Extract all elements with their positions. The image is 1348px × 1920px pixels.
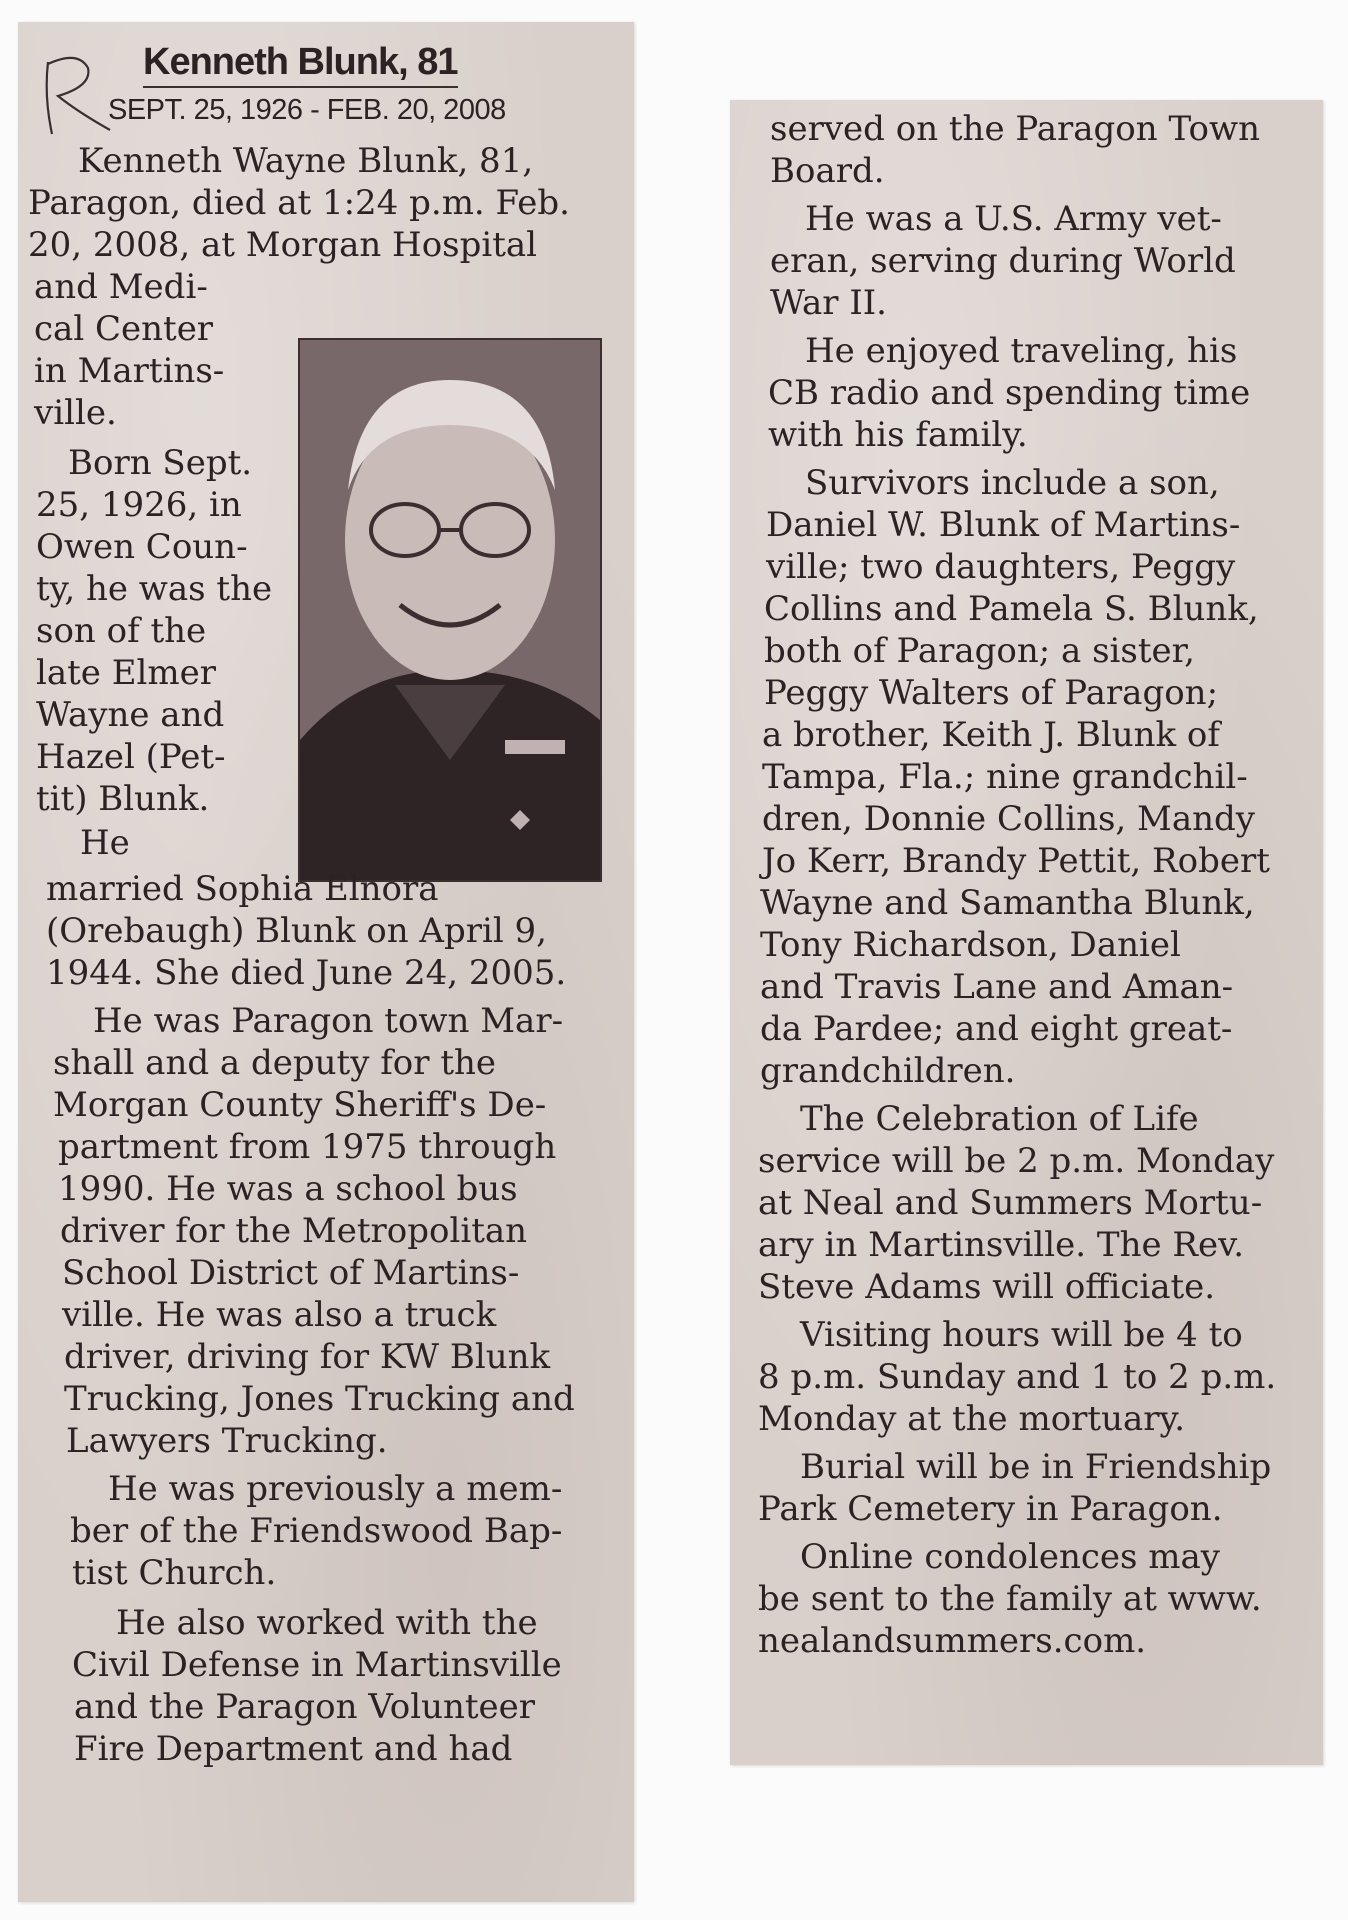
obituary-text-line: Hazel (Pet- <box>36 737 226 777</box>
obituary-text-line: grandchildren. <box>760 1051 1016 1091</box>
obituary-text-line: served on the Paragon Town <box>770 109 1260 149</box>
obituary-text-line: service will be 2 p.m. Monday <box>758 1141 1275 1181</box>
obituary-text-line: The Celebration of Life <box>800 1099 1199 1139</box>
obituary-text-line: Peggy Walters of Paragon; <box>764 673 1219 713</box>
obituary-text-line: 25, 1926, in <box>36 485 242 525</box>
obituary-text-line: ty, he was the <box>36 569 273 609</box>
obituary-text-line: Park Cemetery in Paragon. <box>758 1489 1223 1529</box>
obituary-text-line: at Neal and Summers Mortu- <box>758 1183 1263 1223</box>
obituary-text-line: 1990. He was a school bus <box>58 1169 518 1209</box>
obituary-text-line: ville. He was also a truck <box>62 1295 497 1335</box>
obituary-text-line: Daniel W. Blunk of Martins- <box>766 505 1241 545</box>
obituary-text-line: 8 p.m. Sunday and 1 to 2 p.m. <box>758 1357 1277 1397</box>
portrait-photo <box>298 338 602 882</box>
obituary-text-line: Morgan County Sheriff's De- <box>53 1085 547 1125</box>
obituary-text-line: dren, Donnie Collins, Mandy <box>762 799 1255 839</box>
obituary-text-line: War II. <box>770 283 887 323</box>
obituary-text-line: with his family. <box>768 415 1028 455</box>
obituary-text-line: ville; two daughters, Peggy <box>766 547 1236 587</box>
obituary-text-line: (Orebaugh) Blunk on April 9, <box>46 911 547 951</box>
obituary-dates: SEPT. 25, 1926 - FEB. 20, 2008 <box>108 94 506 126</box>
obituary-text-line: Fire Department and had <box>74 1729 513 1769</box>
obituary-text-line: shall and a deputy for the <box>53 1043 497 1083</box>
obituary-text-line: 20, 2008, at Morgan Hospital <box>28 225 538 265</box>
obituary-text-line: He was a U.S. Army vet- <box>805 199 1222 239</box>
obituary-text-line: tist Church. <box>72 1553 277 1593</box>
obituary-text-line: ville. <box>34 393 117 433</box>
obituary-text-line: da Pardee; and eight great- <box>760 1009 1233 1049</box>
obituary-text-line: in Martins- <box>34 351 225 391</box>
obituary-text-line: He <box>80 823 130 863</box>
obituary-text-line: Tampa, Fla.; nine grandchil- <box>762 757 1248 797</box>
obituary-text-line: Civil Defense in Martinsville <box>72 1645 562 1685</box>
obituary-text-line: Monday at the mortuary. <box>758 1399 1186 1439</box>
obituary-text-line: Wayne and <box>36 695 225 735</box>
obituary-text-line: Jo Kerr, Brandy Pettit, Robert <box>762 841 1270 881</box>
obituary-text-line: Born Sept. <box>68 443 253 483</box>
obituary-text-line: Lawyers Trucking. <box>66 1421 388 1461</box>
obituary-text-line: Visiting hours will be 4 to <box>800 1315 1243 1355</box>
obituary-text-line: driver for the Metropolitan <box>60 1211 528 1251</box>
obituary-text-line: Kenneth Wayne Blunk, 81, <box>78 141 534 181</box>
handwritten-r-mark-icon <box>18 42 113 142</box>
obituary-text-line: be sent to the family at www. <box>758 1579 1262 1619</box>
obituary-text-line: driver, driving for KW Blunk <box>64 1337 551 1377</box>
obituary-text-line: He enjoyed traveling, his <box>805 331 1238 371</box>
obituary-text-line: Collins and Pamela S. Blunk, <box>764 589 1259 629</box>
obituary-text-line: Steve Adams will officiate. <box>758 1267 1216 1307</box>
obituary-text-line: and the Paragon Volunteer <box>74 1687 536 1727</box>
obituary-text-line: tit) Blunk. <box>36 779 210 819</box>
obituary-text-line: ary in Martinsville. The Rev. <box>758 1225 1245 1265</box>
obituary-text-line: Paragon, died at 1:24 p.m. Feb. <box>28 183 570 223</box>
obituary-text-line: and Medi- <box>34 267 208 307</box>
obituary-text-line: Wayne and Samantha Blunk, <box>760 883 1255 923</box>
obituary-text-line: eran, serving during World <box>770 241 1236 281</box>
obituary-text-line: Burial will be in Friendship <box>800 1447 1272 1487</box>
obituary-clipping-left <box>18 22 634 1902</box>
obituary-text-line: Board. <box>770 151 885 191</box>
obituary-text-line: late Elmer <box>36 653 217 693</box>
obituary-text-line: He was previously a mem- <box>108 1469 563 1509</box>
obituary-text-line: both of Paragon; a sister, <box>764 631 1195 671</box>
obituary-text-line: Owen Coun- <box>36 527 248 567</box>
obituary-clipping-right <box>730 100 1323 1765</box>
obituary-text-line: Tony Richardson, Daniel <box>760 925 1181 965</box>
obituary-text-line: School District of Martins- <box>62 1253 520 1293</box>
obituary-text-line: nealandsummers.com. <box>758 1621 1147 1661</box>
obituary-text-line: 1944. She died June 24, 2005. <box>46 953 567 993</box>
obituary-text-line: and Travis Lane and Aman- <box>760 967 1234 1007</box>
obituary-text-line: a brother, Keith J. Blunk of <box>762 715 1220 755</box>
obituary-text-line: Online condolences may <box>800 1537 1221 1577</box>
obituary-text-line: CB radio and spending time <box>768 373 1251 413</box>
obituary-text-line: He also worked with the <box>116 1603 538 1643</box>
obituary-text-line: He was Paragon town Mar- <box>93 1001 564 1041</box>
obituary-text-line: Survivors include a son, <box>805 463 1220 503</box>
obituary-text-line: cal Center <box>34 309 214 349</box>
obituary-text-line: married Sophia Elnora <box>46 869 439 909</box>
obituary-text-line: son of the <box>36 611 207 651</box>
obituary-headline: Kenneth Blunk, 81 <box>143 40 458 88</box>
obituary-text-line: Trucking, Jones Trucking and <box>64 1379 575 1419</box>
obituary-text-line: ber of the Friendswood Bap- <box>70 1511 563 1551</box>
obituary-text-line: partment from 1975 through <box>58 1127 557 1167</box>
